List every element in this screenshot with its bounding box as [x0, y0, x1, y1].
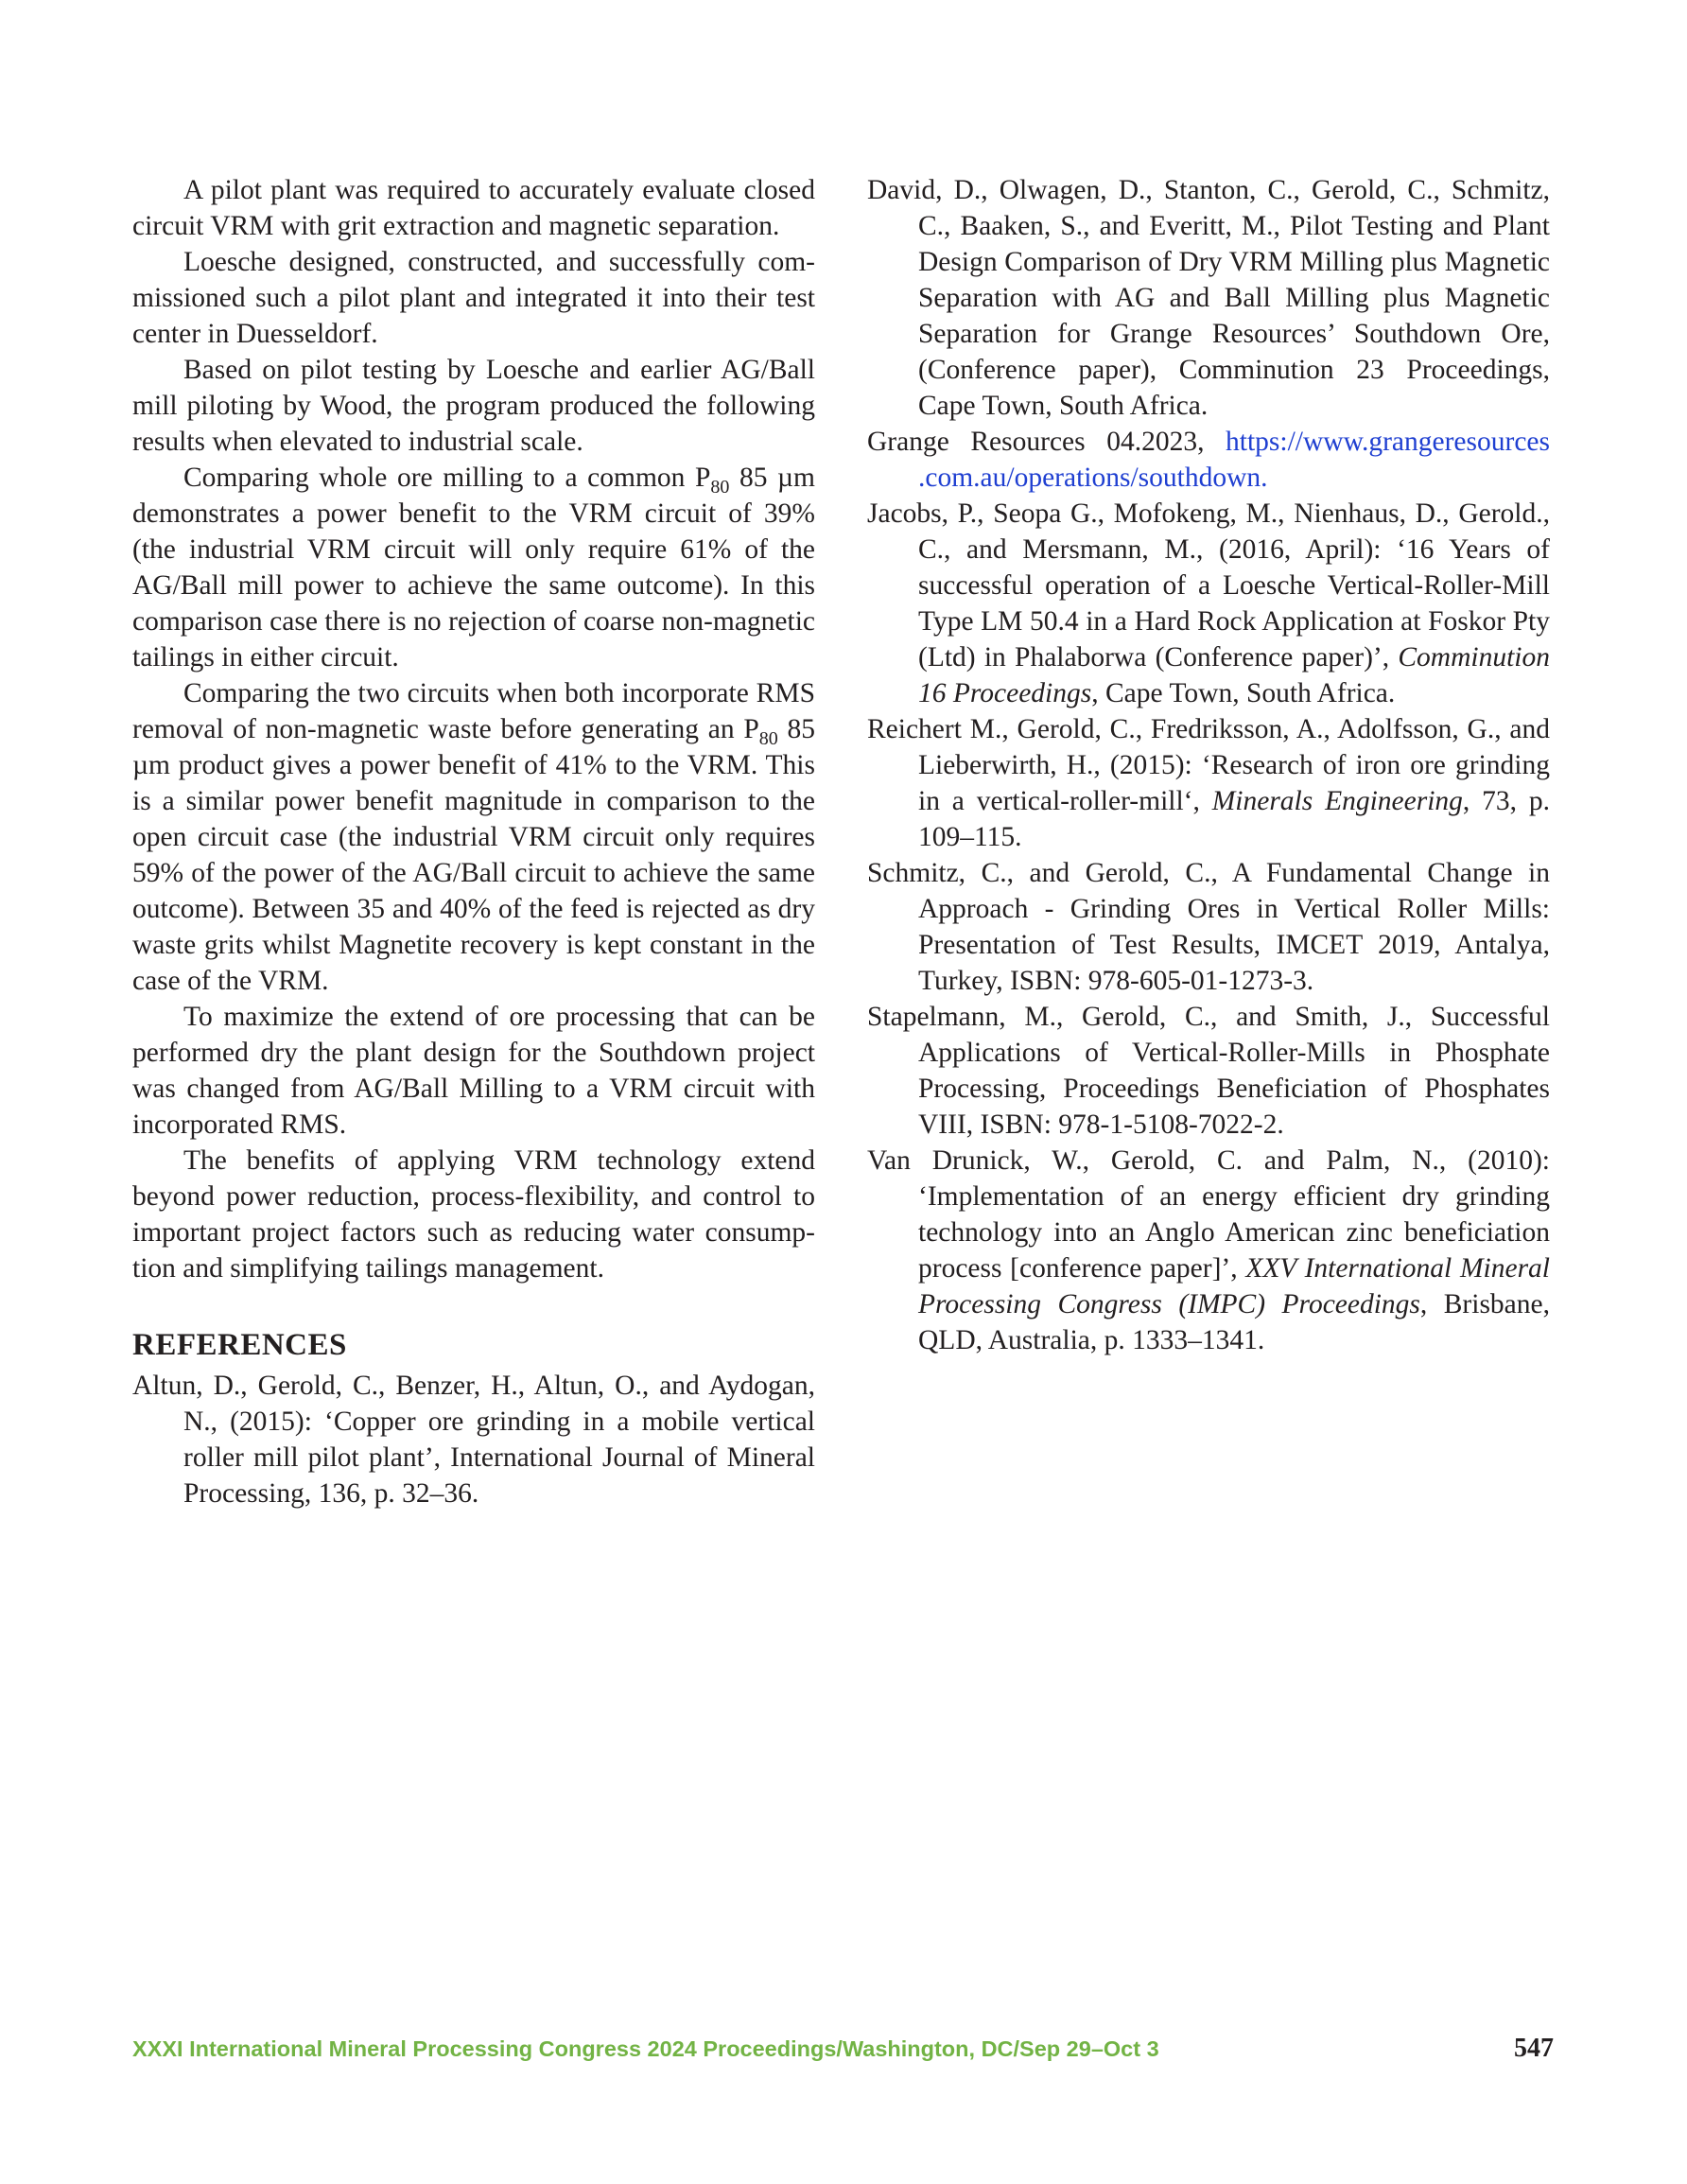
p5-text-start: Comparing the two circuits when both incorporate RMS removal of non-magnetic waste before generating an P: [132, 678, 815, 744]
reference-reichert: [867, 711, 1550, 855]
footer-conference-title: XXXI International Mineral Processing Congress 2024 Proceedings/Washington, DC/Sep 29–Oct 3: [132, 2036, 1159, 2061]
reichert-text: Reichert M., Gerold, C., Fredriksson, A., Adolfsson, G., and Lieberwirth, H., (2015): ‘Research of iron ore grinding in a vertical-roller-mill‘,: [867, 714, 1550, 816]
p4-subscript: 80: [710, 477, 730, 498]
page-number: 547: [1514, 2034, 1554, 2063]
reichert-journal: Minerals Engineering: [1211, 786, 1463, 816]
p5-subscript: 80: [758, 728, 778, 750]
reference-schmitz: Schmitz, C., and Gerold, C., A Fundamental Change in Approach - Grinding Ores in Vertical Roller Mills: Presentation of Test Results, IMCET 2019, Antalya, Turkey, ISBN: 978-605-01-1273-3.: [867, 858, 1550, 996]
reference-david: David, D., Olwagen, D., Stanton, C., Gerold, C., Schmitz, C., Baaken, S., and Everitt, M., Pilot Testing and Plant Design Comparison of Dry VRM Milling plus Magnetic Separation with AG and Ball Milling plus Magnetic Separation for Grange Resources’ Southdown Ore, (Conference paper), Comminution 23 Proceedings, Cape Town, South Africa.: [867, 175, 1550, 421]
p4-text-start: Comparing whole ore milling to a common P: [183, 463, 711, 493]
vandrunick-journal: XXV International Mineral Processing Congress (IMPC) Proceedings: [918, 1253, 1550, 1319]
grange-text: Grange Resources 04.2023,: [867, 427, 1226, 457]
left-column: [132, 172, 815, 1511]
vandrunick-text: Van Drunick, W., Gerold, C. and Palm, N., (2010): ‘Implementation of an energy efficient dry grinding technology into an Anglo American zinc beneficiation process [conference paper]’,: [867, 1145, 1550, 1284]
body-paragraph-7: The benefits of applying VRM technology extend beyond power reduction, process-flexibility, and control to important project factors such as reducing water consumption and simplifying tailings management.: [132, 1145, 815, 1284]
reichert-tail: , 73, p. 109–115.: [918, 786, 1550, 852]
p5-text-end: 85 µm product gives a power benefit of 41% to the VRM. This is a similar power benefit magnitude in comparison to the open circuit case (the industrial VRM circuit only requires 59% of the power of the AG/Ball circuit to achieve the same outcome). Between 35 and 40% of the feed is rejected as dry waste grits whilst Magnetite recovery is kept constant in the case of the VRM.: [132, 714, 816, 996]
vandrunick-tail: , Brisbane, QLD, Australia, p. 1333–1341.: [918, 1289, 1550, 1355]
jacobs-tail: , Cape Town, South Africa.: [1091, 678, 1396, 708]
jacobs-journal: Comminution 16 Proceedings: [918, 642, 1550, 708]
reference-jacobs: [867, 496, 1550, 711]
body-paragraph-4: [132, 460, 815, 675]
grange-link[interactable]: https://www.grangeresources .com.au/operations/southdown.: [918, 427, 1550, 493]
body-paragraph-3: Based on pilot testing by Loesche and earlier AG/Ball mill piloting by Wood, the program produced the following results when elevated to industrial scale.: [132, 355, 815, 457]
reference-stapelmann: Stapelmann, M., Gerold, C., and Smith, J., Successful Applications of Vertical-Roller-Mills in Phosphate Processing, Proceedings Beneficiation of Phosphates VIII, ISBN: 978-1-5108-7022-2.: [867, 1002, 1550, 1140]
body-paragraph-2: Loesche designed, constructed, and successfully commissioned such a pilot plant and integrated it into their test center in Duesseldorf.: [132, 247, 815, 349]
reference-altun: Altun, D., Gerold, C., Benzer, H., Altun, O., and Aydogan, N., (2015): ‘Copper ore grinding in a mobile vertical roller mill pilot plant’, International Journal of Mineral Processing, 136, p. 32–36.: [132, 1371, 815, 1509]
jacobs-text: Jacobs, P., Seopa G., Mofokeng, M., Nienhaus, D., Gerold., C., and Mersmann, M., (2016, April): ‘16 Years of successful operation of a Loesche Vertical-Roller-Mill Type LM 50.4 in a Hard Rock Application at Foskor Pty (Ltd) in Phalaborwa (Conference paper)’,: [867, 498, 1550, 673]
p4-text-end: 85 µm demonstrates a power benefit to the VRM circuit of 39% (the industrial VRM circuit will only require 61% of the AG/Ball mill power to achieve the same outcome). In this comparison case there is no rejection of coarse non-magnetic tailings in either circuit.: [132, 463, 815, 673]
body-paragraph-6: To maximize the extend of ore processing that can be performed dry the plant design for the Southdown project was changed from AG/Ball Milling to a VRM circuit with incorporated RMS.: [132, 1002, 815, 1140]
reference-vandrunick: [867, 1143, 1550, 1358]
references-heading: REFERENCES: [132, 1328, 347, 1362]
reference-grange: [867, 424, 1550, 496]
body-paragraph-1: A pilot plant was required to accurately evaluate closed circuit VRM with grit extraction and magnetic separation.: [132, 175, 815, 241]
body-paragraph-5: [132, 675, 815, 999]
right-column: [867, 172, 1550, 1358]
page-footer: [132, 2034, 1554, 2064]
